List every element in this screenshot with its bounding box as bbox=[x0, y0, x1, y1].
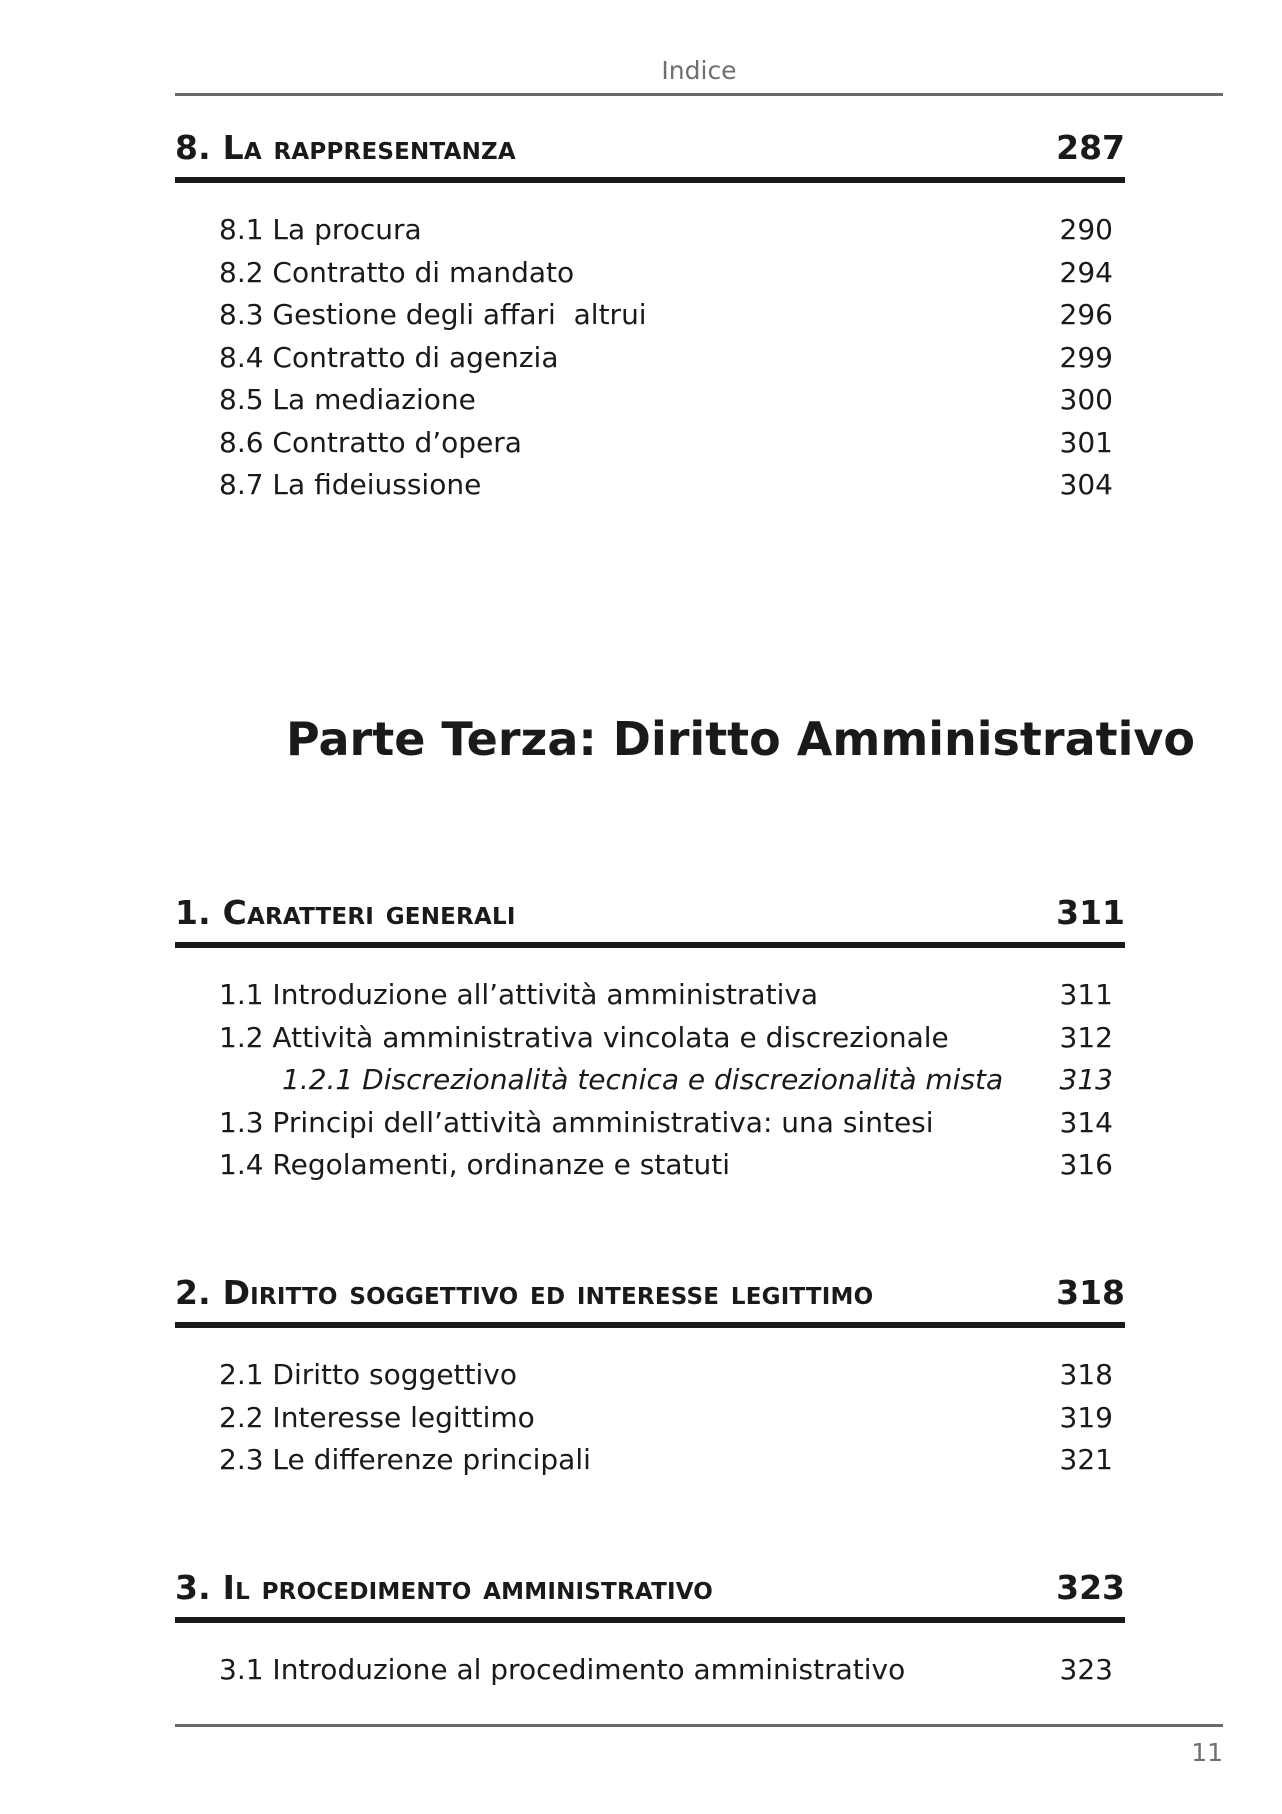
toc-chapter bbox=[175, 1568, 1125, 1692]
toc-entries bbox=[175, 1649, 1125, 1692]
entry-label: 8.1 La procura bbox=[219, 213, 422, 246]
toc-chapter bbox=[175, 1273, 1125, 1482]
toc-entry[interactable] bbox=[175, 1397, 1125, 1440]
entry-label: 2.3 Le differenze principali bbox=[219, 1443, 591, 1476]
toc-entry[interactable] bbox=[175, 294, 1125, 337]
entry-page: 299 bbox=[1059, 340, 1113, 374]
entry-page: 296 bbox=[1059, 298, 1113, 331]
entry-label: 8.6 Contratto d’opera bbox=[219, 425, 522, 459]
chapter-heading[interactable] bbox=[175, 128, 1125, 183]
entry-page: 290 bbox=[1059, 213, 1113, 246]
header-rule bbox=[175, 93, 1223, 96]
part-title: Parte Terza: Diritto Amministrativo bbox=[286, 712, 1195, 766]
toc-entries bbox=[175, 209, 1125, 507]
entry-page: 294 bbox=[1059, 255, 1113, 289]
chapter-page-number: 323 bbox=[1056, 1568, 1125, 1607]
entry-page: 321 bbox=[1059, 1443, 1113, 1476]
entry-page: 314 bbox=[1059, 1105, 1113, 1139]
chapter-title: 3. Il procedimento amministrativo bbox=[175, 1568, 714, 1607]
toc-entry[interactable] bbox=[175, 1144, 1125, 1187]
entry-page: 313 bbox=[1059, 1063, 1113, 1096]
toc-entry[interactable] bbox=[175, 209, 1125, 252]
entry-label: 1.2.1 Discrezionalità tecnica e discrezionalità mista bbox=[282, 1063, 1004, 1096]
entry-page: 300 bbox=[1059, 383, 1113, 416]
entry-label: 2.2 Interesse legittimo bbox=[219, 1400, 535, 1434]
entry-label: 8.3 Gestione degli affari altrui bbox=[219, 298, 647, 331]
toc-entry[interactable] bbox=[175, 252, 1125, 295]
running-head: Indice bbox=[661, 56, 737, 85]
entry-label: 8.2 Contratto di mandato bbox=[219, 255, 575, 289]
entry-label: 8.4 Contratto di agenzia bbox=[219, 340, 559, 374]
entry-page: 301 bbox=[1059, 425, 1113, 459]
toc-entry[interactable] bbox=[175, 1017, 1125, 1060]
chapter-heading[interactable] bbox=[175, 1273, 1125, 1328]
toc-entry[interactable] bbox=[175, 974, 1125, 1017]
footer-rule bbox=[175, 1724, 1223, 1727]
toc-entry[interactable] bbox=[175, 379, 1125, 422]
entry-page: 316 bbox=[1059, 1148, 1113, 1181]
page-number: 11 bbox=[1191, 1738, 1223, 1767]
toc-entries bbox=[175, 1354, 1125, 1482]
entry-label: 3.1 Introduzione al procedimento amministrativo bbox=[219, 1653, 906, 1686]
entry-label: 1.3 Principi dell’attività amministrativa: una sintesi bbox=[219, 1105, 934, 1139]
entry-label: 2.1 Diritto soggettivo bbox=[219, 1358, 517, 1391]
entry-page: 323 bbox=[1059, 1653, 1113, 1686]
entry-page: 304 bbox=[1059, 468, 1113, 501]
toc-entry[interactable] bbox=[175, 1354, 1125, 1397]
chapter-title: 8. La rappresentanza bbox=[175, 128, 516, 167]
entry-label: 1.4 Regolamenti, ordinanze e statuti bbox=[219, 1148, 731, 1181]
entry-page: 319 bbox=[1059, 1400, 1113, 1434]
toc-entry[interactable] bbox=[175, 1102, 1125, 1145]
chapter-page-number: 318 bbox=[1056, 1273, 1125, 1312]
entry-label: 1.2 Attività amministrativa vincolata e discrezionale bbox=[219, 1020, 949, 1054]
toc-entry[interactable] bbox=[175, 1649, 1125, 1692]
chapter-heading[interactable] bbox=[175, 1568, 1125, 1623]
toc-chapter bbox=[175, 128, 1125, 507]
entry-label: 8.5 La mediazione bbox=[219, 383, 476, 416]
entry-label: 8.7 La fideiussione bbox=[219, 468, 482, 501]
chapter-title: 1. Caratteri generali bbox=[175, 893, 516, 932]
chapter-heading[interactable] bbox=[175, 893, 1125, 948]
entry-page: 311 bbox=[1059, 978, 1113, 1011]
entry-page: 318 bbox=[1059, 1358, 1113, 1391]
toc-subentry[interactable] bbox=[175, 1059, 1125, 1102]
toc-entry[interactable] bbox=[175, 464, 1125, 507]
chapter-page-number: 311 bbox=[1056, 893, 1125, 932]
chapter-title: 2. Diritto soggettivo ed interesse legittimo bbox=[175, 1273, 874, 1312]
toc-entry[interactable] bbox=[175, 422, 1125, 465]
entry-page: 312 bbox=[1059, 1020, 1113, 1054]
entry-label: 1.1 Introduzione all’attività amministrativa bbox=[219, 978, 819, 1011]
toc-entries bbox=[175, 974, 1125, 1187]
toc-chapter bbox=[175, 893, 1125, 1187]
toc-entry[interactable] bbox=[175, 337, 1125, 380]
toc-entry[interactable] bbox=[175, 1439, 1125, 1482]
chapter-page-number: 287 bbox=[1056, 128, 1125, 167]
